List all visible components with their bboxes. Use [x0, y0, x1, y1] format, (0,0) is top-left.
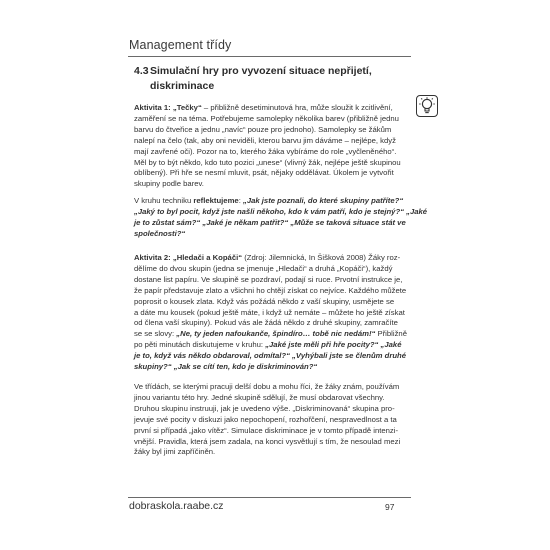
text-line: a dáte mu kousek (pokud ještě máte, i když už nemáte – můžete ho ještě získat	[134, 307, 405, 317]
text-line: mají zavřené oči). Pozor na to, kterého žáka vybíráme do role „vyčleněného“.	[134, 146, 397, 156]
text-line: po pěti minutách diskutujeme v kruhu: „Jaké jste měli při hře pocity?“ „Jaké	[134, 340, 402, 350]
text-line: zaměření se na téma. Potřebujeme samolepky několika barev (přibližně jednu	[134, 113, 399, 123]
paragraph-activity-2	[134, 253, 407, 373]
text-line: Aktivita 2: „Hledači a Kopáči“ (Zdroj: Jilemnická, In Šišková 2008) Žáky roz-	[134, 253, 401, 262]
text-line: Měl by to být někdo, kdo tuto pozici „unese“ (vlivný žák, nejlépe ještě skupinou	[134, 157, 401, 167]
text-line: skupiny?“ „Jak se cítí ten, kdo je diskriminován?“	[134, 362, 318, 372]
text-line: V kruhu techniku reflektujeme: „Jak jste poznali, do které skupiny patříte?“	[134, 196, 404, 205]
section-heading	[134, 64, 404, 94]
text-line: „Jaký to byl pocit, když jste našli někoho, kdo k vám patří, kdo je stejný?“ „Jaké	[134, 206, 428, 216]
text-line: Aktivita 1: „Tečky“ – přibližně desetiminutová hra, může sloužit k zcitlivění,	[134, 103, 393, 112]
text-line: skupiny podle barev.	[134, 179, 204, 189]
text-line: vnější. Pravidla, která jsem zadala, na konci vysvětlují s tím, že nesoulad mezi	[134, 436, 401, 446]
text-line: jevuje své pocity v diskuzi jako nepochopení, rozhořčení, nespravedlnost a ta	[134, 414, 397, 424]
section-title-line2: diskriminace	[150, 80, 215, 92]
paragraph-activity-1	[134, 103, 407, 190]
text-line: že papír představuje zlato a všichni ho chtějí získat co nejvíce. Každého můžete	[134, 285, 407, 295]
lightbulb-icon	[416, 95, 438, 117]
text-line: žáky byl jimi zapříčiněn.	[134, 447, 216, 457]
text-line: dělíme do dvou skupin (jedna se jmenuje „Hledači“ a druhá „Kopáči“), každý	[134, 263, 393, 273]
footer-rule	[128, 497, 411, 498]
text-line: nalepí na čelo (tak, aby oni neviděli, kterou barvu jim dáváme – nejlépe, když	[134, 135, 396, 145]
text-line: barvu do čtveřice a jednu „navíc“ pouze pro jednoho). Samolepky se žákům	[134, 124, 392, 134]
text-line: od člena vaší skupiny). Pokud vás ale žádá někdo z druhé skupiny, zamračíte	[134, 318, 398, 328]
footer-website: dobraskola.raabe.cz	[129, 500, 224, 512]
text-line: Ve třídách, se kterými pracuji delší dobu a mohu říci, že žáky znám, používám	[134, 382, 400, 391]
text-line: je to zůstat sám?“ „Jaké je někam patřit?“ „Může se taková situace stát ve	[134, 217, 406, 227]
text-line: společnosti?“	[134, 228, 186, 238]
text-line: Druhou skupinu instruuji, jak je uvedeno výše. „Diskriminovaná“ skupina pro-	[134, 403, 395, 413]
header-rule	[128, 56, 411, 57]
paragraph-variant	[134, 382, 407, 458]
paragraph-reflection-questions	[134, 196, 428, 240]
text-line: je to, když vás někdo obdaroval, odmítal?“ „Vyhýbali jste se členům druhé	[134, 351, 406, 361]
page-number: 97	[385, 502, 395, 512]
running-title: Management třídy	[129, 38, 232, 52]
text-line: poprosit o kousek zlata. Když vás požádá někdo z vaší skupiny, usmějete se	[134, 296, 395, 306]
section-number: 4.3	[134, 65, 149, 77]
section-title-line1: Simulační hry pro vyvození situace nepřijetí,	[150, 65, 372, 77]
text-line: první si případá „jako vítěz“. Simulace diskriminace je v tomto případě intenzi-	[134, 425, 399, 435]
text-line: jinou variantu této hry. Jedné skupině sdělují, že musí obdarovat všechny.	[134, 392, 385, 402]
text-line: se se slovy: „Ne, ty jeden nafoukanče, špindíro… tobě nic nedám!“ Přibližně	[134, 329, 407, 339]
text-line: oblíbený). Při hře se nesmí mluvit, psát, nějaky oddělávat. Úkolem je vytvořit	[134, 168, 394, 178]
text-line: dostane list papíru. Ve skupině se pozdraví, podají si ruce. Prvotní instrukce je,	[134, 274, 403, 284]
